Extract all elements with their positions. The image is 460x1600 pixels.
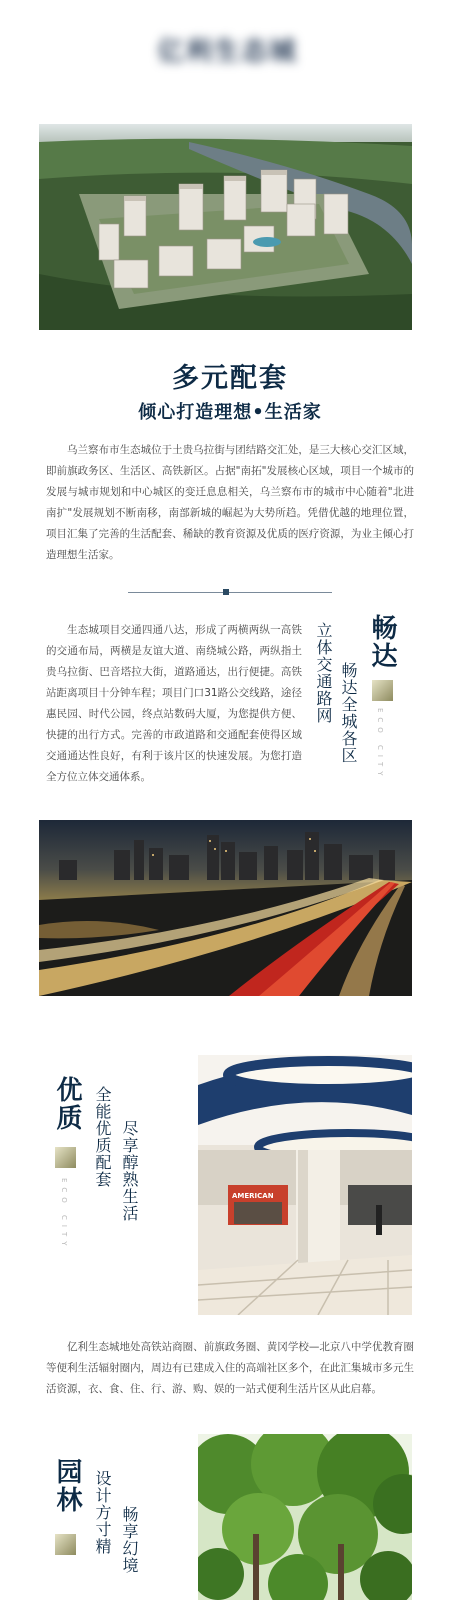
highway-photo bbox=[39, 820, 412, 996]
transport-tagline-2: 立体交通路网 bbox=[314, 622, 333, 724]
mall-photo bbox=[198, 1055, 412, 1315]
quality-paragraph: 亿利生态城地处高铁站商圈、前旗政务圈、黄冈学校—北京八中学优教育圈等便利生活辐射圈内，周边有已建成入住的高端社区多个，在此汇集城市多元生活资源，衣、食、住、行、游、购、娱的一站式便利生活片区从此启幕。 bbox=[46, 1341, 414, 1395]
eco-city-label: ECO CITY bbox=[60, 1178, 68, 1251]
store-sign: AMERICAN bbox=[232, 1192, 274, 1200]
eco-city-label: ECO CITY bbox=[376, 708, 384, 781]
gold-square bbox=[55, 1147, 76, 1168]
brand-logo: 亿利生态城 bbox=[157, 37, 298, 67]
intro-paragraph: 乌兰察布市生态城位于土贵乌拉街与团结路交汇处，是三大核心交汇区域，即前旗政务区、生活区、高铁新区。占据"南拓"发展核心区域，项目一个城市的发展与城市规划和中心城区的变迁息息相关，乌兰察布市的城市中心随着"北进南扩"发展规划不断南移，南部新城的崛起为大势所趋。凭借优越的地理位置，项目汇集了完善的生活配套、稀缺的教育资源及优质的医疗资源，为业主倾心打造理想生活家。 bbox=[46, 444, 414, 561]
divider-dot bbox=[223, 589, 229, 595]
quality-tagline-2: 尽享醇熟生活 bbox=[120, 1120, 139, 1222]
transport-heading: 畅达 bbox=[367, 614, 397, 670]
divider-line bbox=[128, 592, 332, 593]
aerial-photo bbox=[39, 124, 412, 330]
transport-tagline-1: 畅达全城各区 bbox=[339, 662, 358, 764]
garden-photo bbox=[198, 1434, 412, 1600]
quality-heading: 优质 bbox=[52, 1076, 82, 1132]
section-title: 多元配套 bbox=[172, 363, 288, 394]
garden-tagline-2: 畅享幻境 bbox=[120, 1506, 139, 1574]
garden-heading: 园林 bbox=[52, 1458, 82, 1514]
section-subtitle: 倾心打造理想•生活家 bbox=[138, 402, 322, 423]
transport-paragraph: 生态城项目交通四通八达，形成了两横两纵一高铁的交通布局，两横是友谊大道、南绕城公路，两纵指土贵乌拉街、巴音塔拉大街，道路通达，出行便捷。高铁站距离项目十分钟车程；项目门口31路公交线路，途径惠民园、时代公园，终点站数码大厦，为您提供方便、快捷的出行方式。完善的市政道路和交通配套使得区域交通通达性良好，有利于该片区的快速发展。为您打造全方位立体交通体系。 bbox=[46, 624, 302, 783]
gold-square bbox=[372, 680, 393, 701]
gold-square bbox=[55, 1534, 76, 1555]
garden-tagline-1: 设计方寸精 bbox=[93, 1470, 112, 1555]
quality-tagline-1: 全能优质配套 bbox=[93, 1086, 112, 1188]
